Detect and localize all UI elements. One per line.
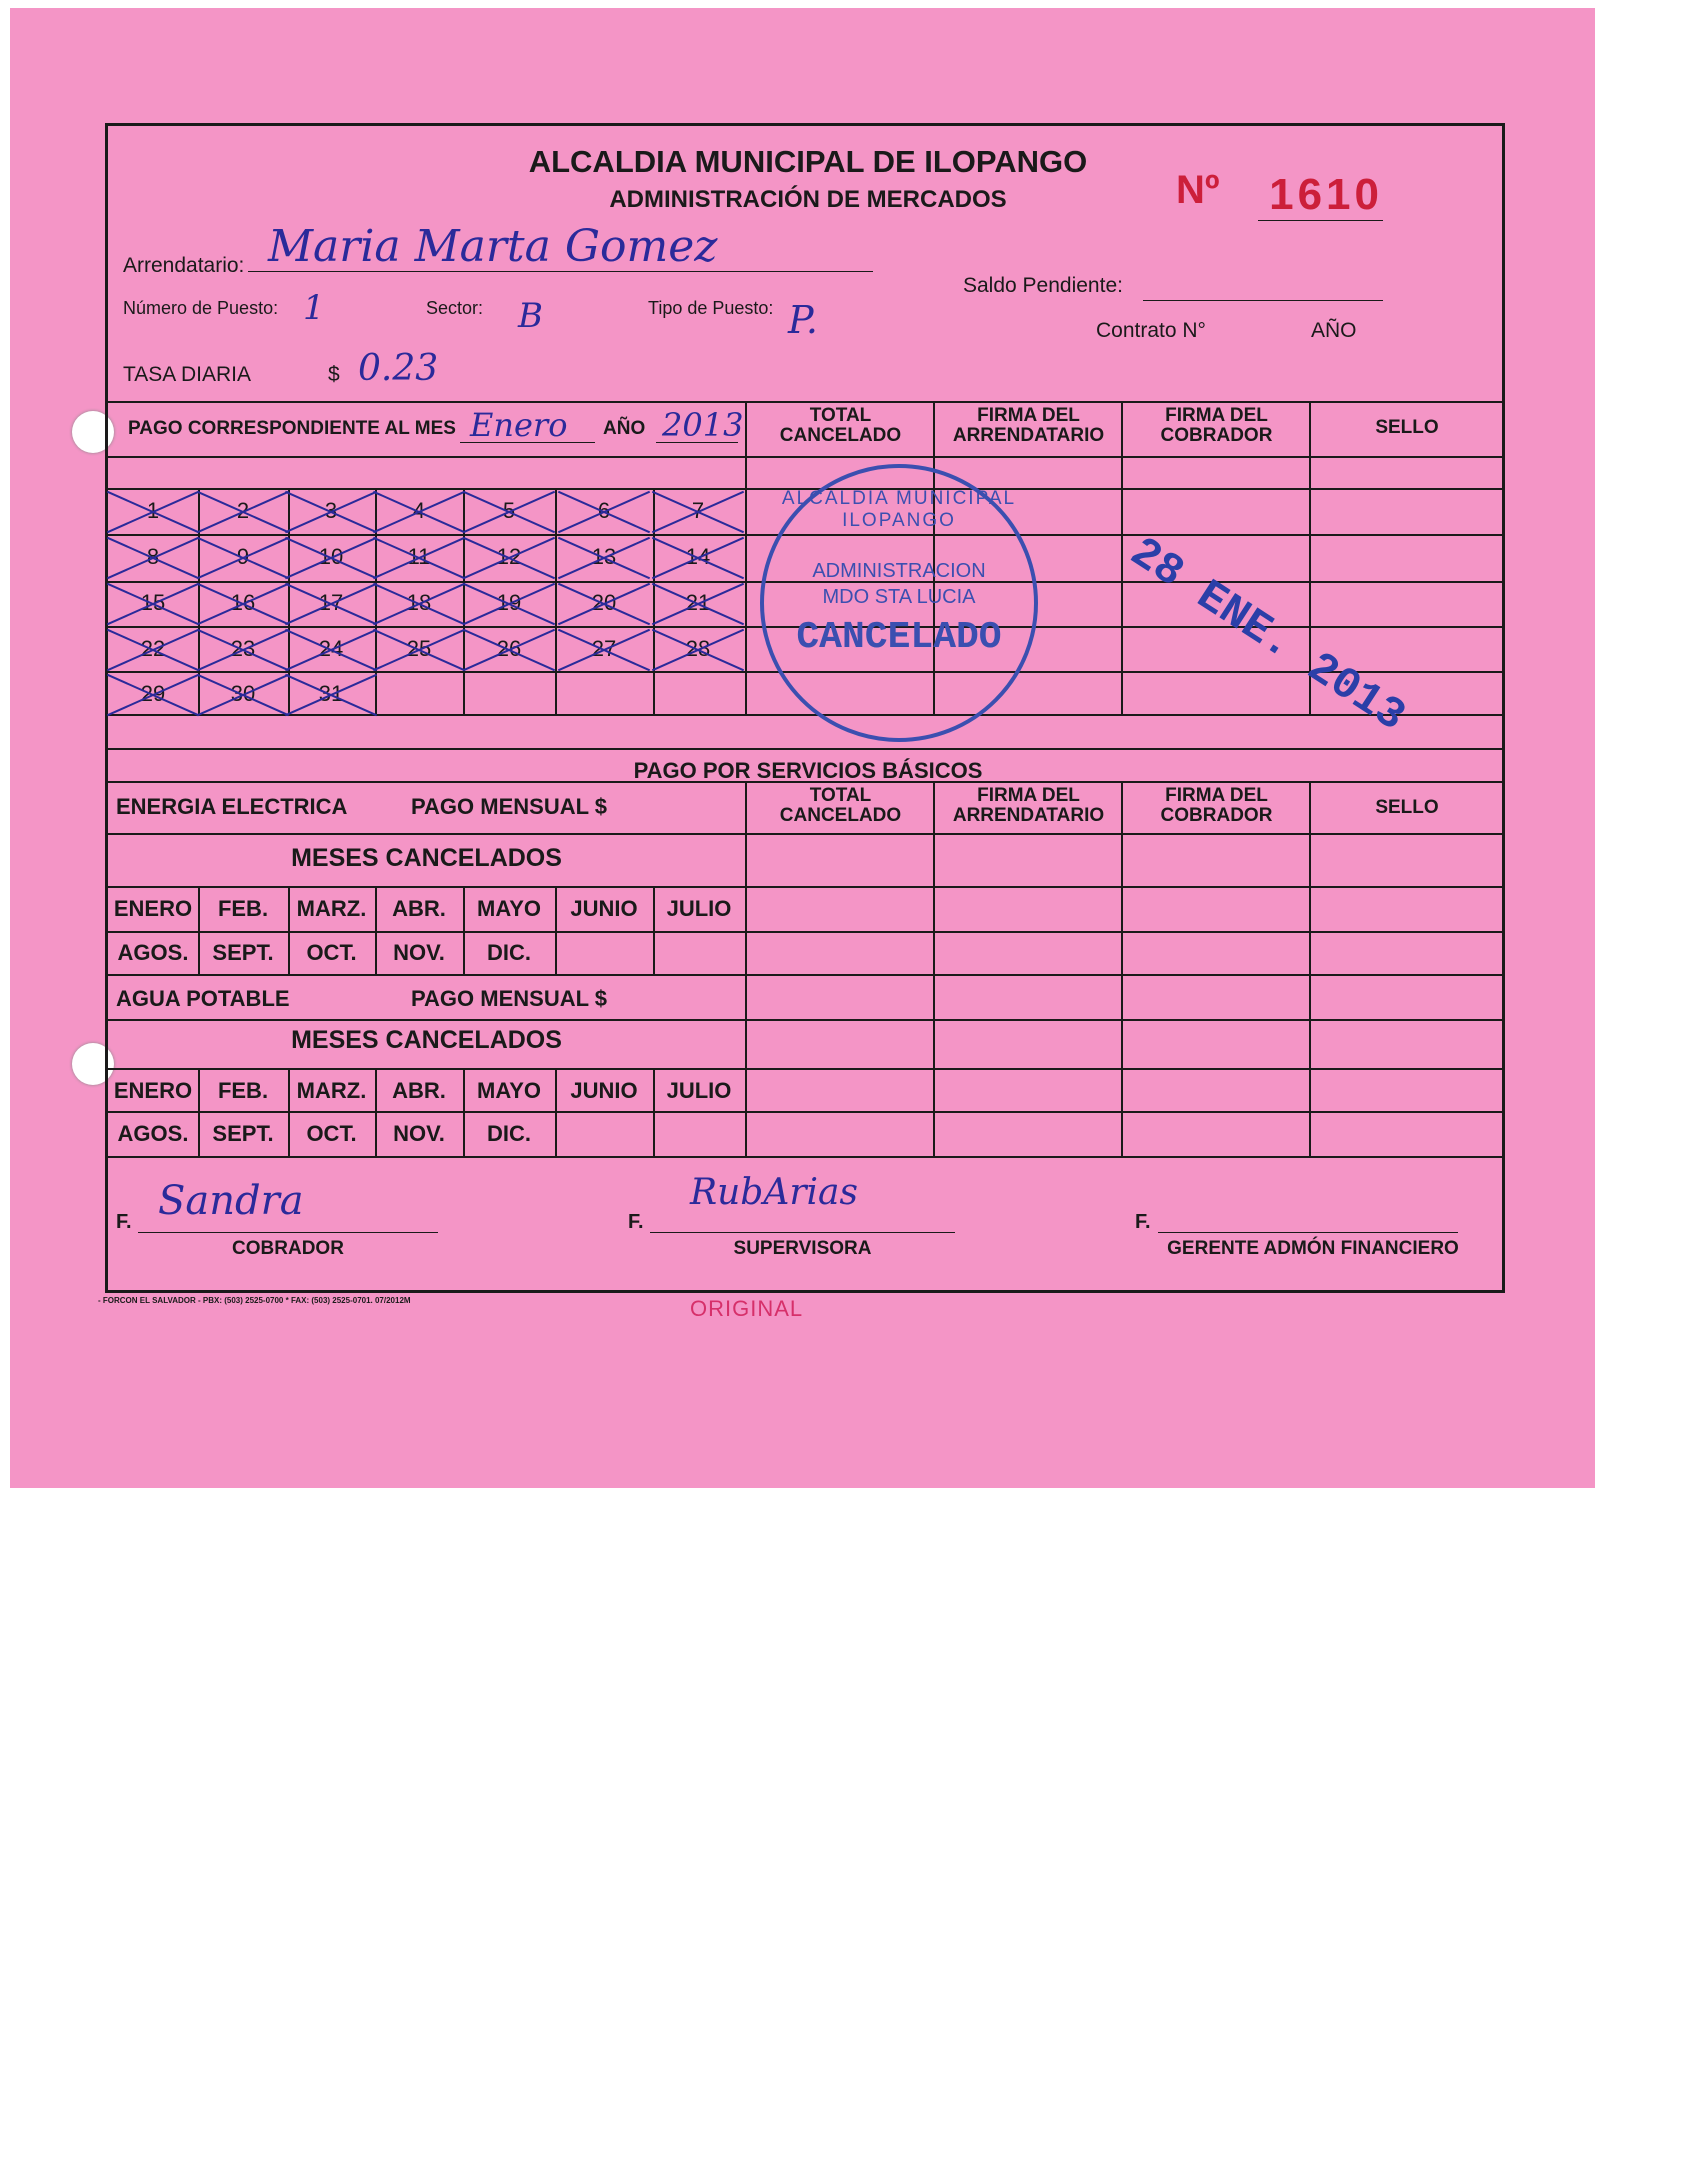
puesto-label: Número de Puesto: [123, 298, 279, 318]
energia-month: JULIO [666, 896, 732, 921]
agua-month: JULIO [666, 1078, 732, 1103]
arrendatario-value: Maria Marta Gomez [268, 221, 718, 272]
energia-month: OCT. [306, 940, 357, 965]
day-26: 26 [479, 636, 539, 662]
grid-line [108, 1068, 1502, 1070]
day-31: 31 [301, 681, 361, 707]
grid-line [108, 1156, 1502, 1158]
day-4: 4 [389, 498, 449, 524]
stamp-line1: ADMINISTRACION [812, 560, 986, 582]
receipt-number-label: Nº [1176, 168, 1220, 212]
day-9: 9 [213, 544, 273, 570]
pago-anio-label: AÑO [603, 418, 646, 439]
grid-line [1121, 401, 1123, 714]
energia-month: MAYO [477, 896, 541, 921]
day-28: 28 [668, 636, 728, 662]
stamp-ring-text: ALCALDIA MUNICIPAL ILOPANGO [781, 488, 1017, 531]
grid-line [108, 931, 1502, 933]
day-10: 10 [301, 544, 361, 570]
day-11: 11 [389, 544, 449, 570]
day-17: 17 [301, 590, 361, 616]
agua-month: ABR. [392, 1078, 446, 1103]
grid-line [1121, 781, 1123, 1156]
agua-month: MAYO [477, 1078, 541, 1103]
agua-pago-label: PAGO MENSUAL $ [411, 986, 607, 1011]
day-12: 12 [479, 544, 539, 570]
contrato-label: Contrato N° [1096, 319, 1206, 342]
energia-month: AGOS. [117, 940, 189, 965]
day-7: 7 [668, 498, 728, 524]
receipt-number: 1610 [1258, 170, 1383, 221]
grid-line [375, 488, 377, 714]
arrendatario-line [248, 221, 873, 272]
contrato-anio-label: AÑO [1311, 319, 1357, 342]
agua-month: FEB. [217, 1078, 269, 1103]
grid-line [1309, 781, 1311, 1156]
tasa-label: TASA DIARIA [123, 363, 251, 386]
agua-month: SEPT. [212, 1121, 274, 1146]
tasa-currency: $ [328, 363, 340, 386]
department-subtitle: ADMINISTRACIÓN DE MERCADOS [609, 186, 1007, 213]
day-27: 27 [574, 636, 634, 662]
grid-line [933, 781, 935, 1156]
receipt-frame [105, 123, 1505, 1293]
grid-line [108, 714, 1502, 716]
day-5: 5 [479, 498, 539, 524]
cobrador-signature: Sandra [158, 1178, 304, 1224]
grid-line [108, 886, 1502, 888]
date-stamp: 28 ENE. 2013 [1120, 528, 1414, 743]
day-18: 18 [389, 590, 449, 616]
supervisora-sig-line [650, 1172, 955, 1233]
day-22: 22 [123, 636, 183, 662]
sig-prefix: F. [116, 1211, 132, 1233]
day-15: 15 [123, 590, 183, 616]
grid-line [108, 401, 1502, 403]
energia-month: MARZ. [296, 896, 367, 921]
svc-col-total: TOTAL CANCELADO [779, 785, 902, 826]
cancelado-stamp [760, 464, 1038, 742]
sector-value: B [518, 296, 543, 336]
tipo-label: Tipo de Puesto: [648, 298, 774, 318]
energia-month: DIC. [487, 940, 531, 965]
grid-line [108, 833, 1502, 835]
energia-month: ENERO [113, 896, 193, 921]
grid-line [653, 488, 655, 714]
day-20: 20 [574, 590, 634, 616]
agua-month: AGOS. [117, 1121, 189, 1146]
sig-prefix: F. [628, 1211, 644, 1233]
agua-month: OCT. [306, 1121, 357, 1146]
day-8: 8 [123, 544, 183, 570]
grid-line [555, 488, 557, 714]
mes-value: Enero [470, 406, 568, 444]
institution-title: ALCALDIA MUNICIPAL DE ILOPANGO [528, 144, 1088, 179]
mes-line [460, 406, 595, 443]
grid-line [463, 488, 465, 714]
services-title: PAGO POR SERVICIOS BÁSICOS [633, 758, 983, 783]
svc-col-sello: SELLO [1375, 797, 1439, 818]
sector-label: Sector: [426, 298, 484, 318]
grid-line [745, 781, 747, 1156]
day-29: 29 [123, 681, 183, 707]
agua-month: NOV. [393, 1121, 445, 1146]
agua-month: MARZ. [296, 1078, 367, 1103]
grid-line [108, 456, 1502, 458]
arrendatario-label: Arrendatario: [123, 254, 245, 277]
energia-month: ABR. [392, 896, 446, 921]
gerente-label: GERENTE ADMÓN FINANCIERO [1167, 1238, 1459, 1259]
agua-label: AGUA POTABLE [116, 986, 290, 1011]
printer-credit: - FORCON EL SALVADOR - PBX: (503) 2525-0700 * FAX: (503) 2525-0701. 07/2012M [98, 1296, 411, 1305]
agua-month: ENERO [113, 1078, 193, 1103]
day-3: 3 [301, 498, 361, 524]
col-firma-arrendatario: FIRMA DEL ARRENDATARIO [952, 405, 1105, 446]
grid-line [108, 748, 1502, 750]
energia-month: NOV. [393, 940, 445, 965]
saldo-line [1143, 274, 1383, 301]
energia-month: SEPT. [212, 940, 274, 965]
receipt-sheet [10, 8, 1595, 1488]
stamp-line2: MDO STA LUCIA [822, 586, 976, 608]
cobrador-sig-line [138, 1178, 438, 1233]
day-2: 2 [213, 498, 273, 524]
day-19: 19 [479, 590, 539, 616]
agua-month: JUNIO [570, 1078, 638, 1103]
svc-col-firma-cobrador: FIRMA DEL COBRADOR [1160, 785, 1273, 826]
day-6: 6 [574, 498, 634, 524]
supervisora-label: SUPERVISORA [733, 1238, 872, 1259]
supervisora-signature: RubArias [690, 1172, 858, 1213]
col-sello: SELLO [1375, 417, 1439, 438]
saldo-label: Saldo Pendiente: [963, 274, 1123, 297]
grid-line [108, 974, 1502, 976]
day-23: 23 [213, 636, 273, 662]
cobrador-label: COBRADOR [232, 1238, 344, 1259]
grid-line [745, 401, 747, 714]
day-13: 13 [574, 544, 634, 570]
pago-anio-value: 2013 [662, 406, 744, 444]
grid-line [108, 1019, 1502, 1021]
grid-line [288, 488, 290, 714]
energia-label: ENERGIA ELECTRICA [116, 794, 348, 819]
svc-col-firma-arrendatario: FIRMA DEL ARRENDATARIO [952, 785, 1105, 826]
puesto-value: 1 [303, 288, 325, 328]
mes-label: PAGO CORRESPONDIENTE AL MES [128, 418, 456, 439]
agua-month: DIC. [487, 1121, 531, 1146]
energia-month: JUNIO [570, 896, 638, 921]
energia-month: FEB. [217, 896, 269, 921]
day-16: 16 [213, 590, 273, 616]
stamp-line3: CANCELADO [796, 616, 1002, 659]
day-21: 21 [668, 590, 728, 616]
pago-anio-line [656, 406, 744, 444]
agua-meses-title: MESES CANCELADOS [291, 1026, 562, 1054]
day-24: 24 [301, 636, 361, 662]
col-total-cancelado: TOTAL CANCELADO [779, 405, 902, 446]
grid-line [108, 1111, 1502, 1113]
energia-pago-label: PAGO MENSUAL $ [411, 794, 607, 819]
day-14: 14 [668, 544, 728, 570]
col-firma-cobrador: FIRMA DEL COBRADOR [1160, 405, 1273, 446]
copy-label: ORIGINAL [690, 1296, 804, 1321]
day-25: 25 [389, 636, 449, 662]
grid-line [198, 488, 200, 714]
sig-prefix: F. [1135, 1211, 1151, 1233]
gerente-sig-line [1158, 1186, 1458, 1233]
tasa-value: 0.23 [358, 348, 439, 389]
day-1: 1 [123, 498, 183, 524]
energia-meses-title: MESES CANCELADOS [291, 844, 562, 872]
day-30: 30 [213, 681, 273, 707]
tipo-value: P. [788, 298, 818, 342]
